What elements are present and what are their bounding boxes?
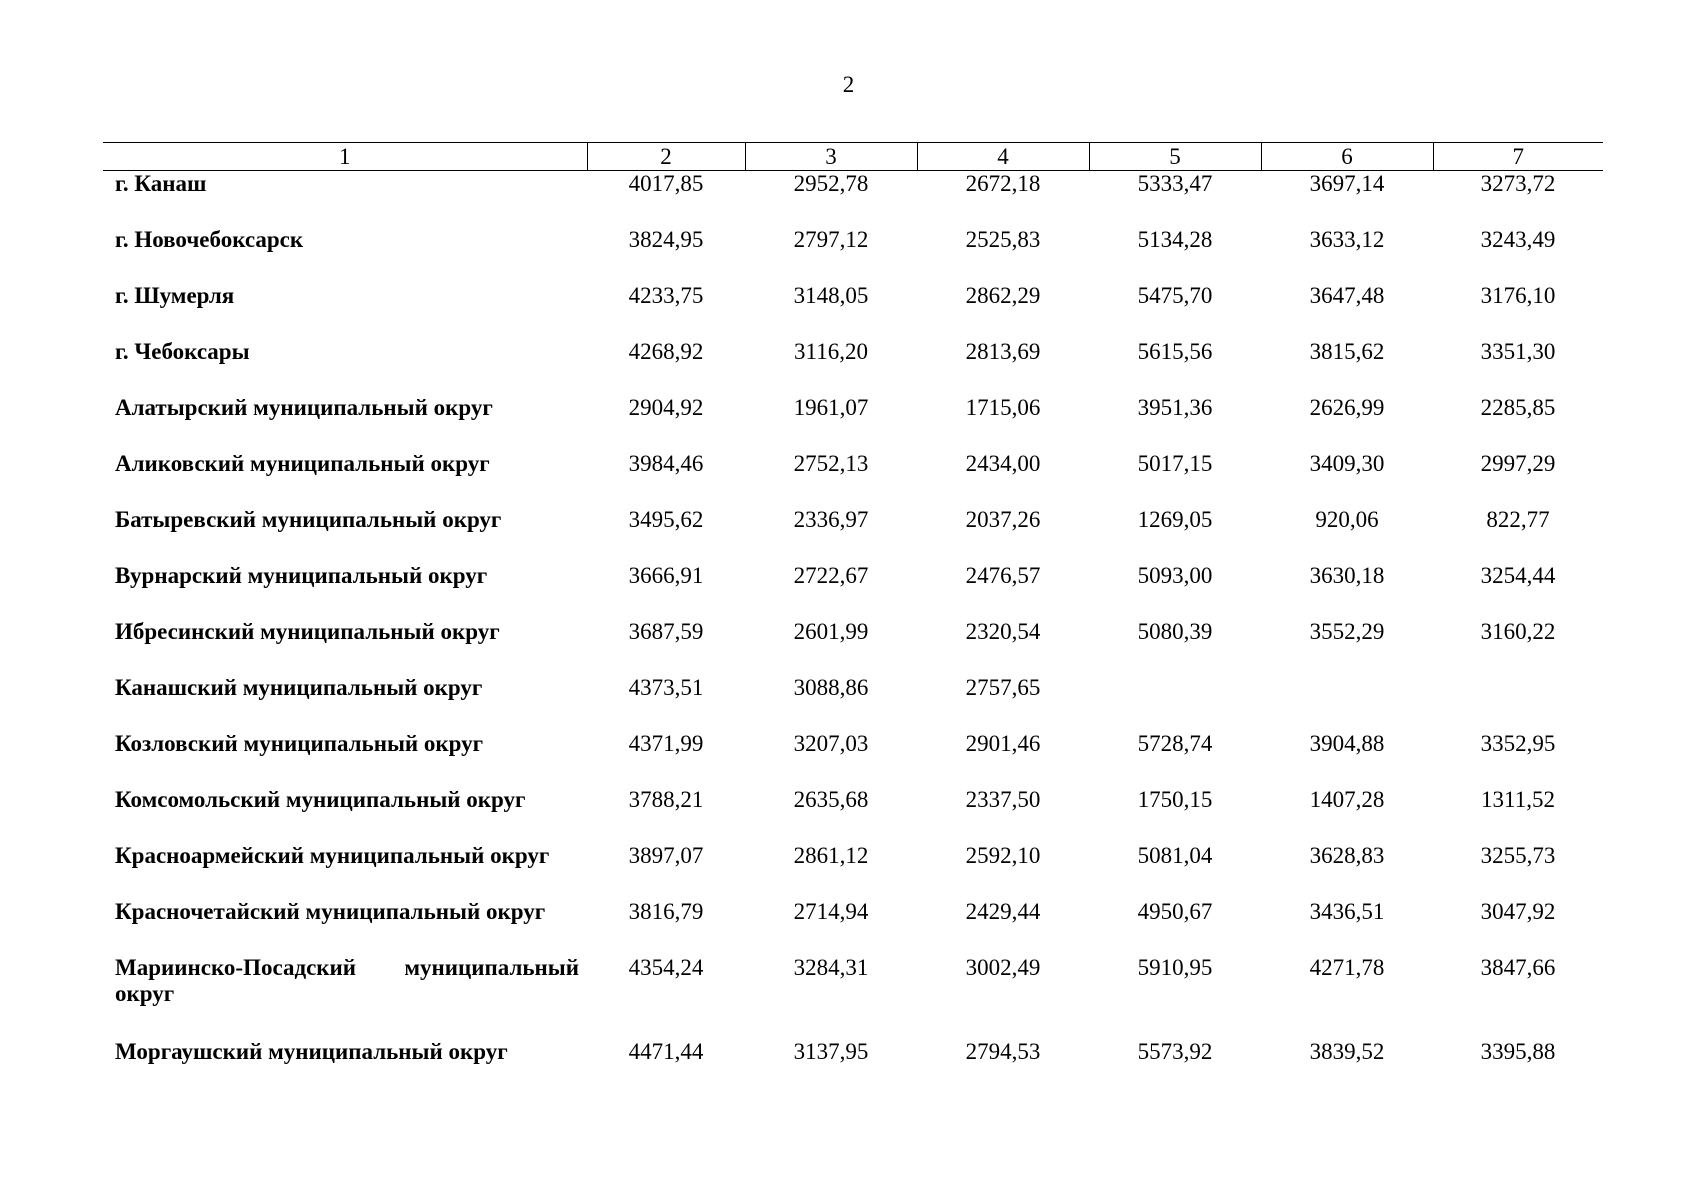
row-value: 2320,54: [965, 619, 1041, 644]
row-value: 3002,49: [965, 955, 1041, 980]
row-value: 2476,57: [965, 563, 1041, 588]
row-value: [1433, 675, 1603, 731]
row-value: 3047,92: [1480, 899, 1556, 924]
row-name: Козловский муниципальный округ: [115, 731, 484, 756]
table-body: [103, 171, 1603, 1096]
row-name: Красноармейский муниципальный округ: [115, 843, 550, 868]
row-value: 2434,00: [965, 451, 1041, 476]
row-value: 2757,65: [965, 675, 1041, 700]
row-value: 4268,92: [628, 339, 704, 364]
table-row: [103, 395, 1603, 451]
row-value: 3633,12: [1309, 227, 1385, 252]
row-name: г. Канаш: [115, 171, 207, 196]
row-value: 3495,62: [628, 507, 704, 532]
row-value: 5080,39: [1137, 619, 1213, 644]
row-value: 1269,05: [1137, 507, 1213, 532]
table-row: [103, 283, 1603, 339]
row-value: 4233,75: [628, 283, 704, 308]
row-value: 3847,66: [1480, 955, 1556, 980]
row-name: г. Шумерля: [115, 283, 235, 308]
row-value: 3284,31: [793, 955, 869, 980]
row-name: г. Новочебоксарск: [115, 227, 304, 252]
row-value: 1715,06: [965, 395, 1041, 420]
row-value: 2794,53: [965, 1039, 1041, 1064]
row-value: 5017,15: [1137, 451, 1213, 476]
row-value: 5615,56: [1137, 339, 1213, 364]
row-value: 3788,21: [628, 787, 704, 812]
row-value: 3951,36: [1137, 395, 1213, 420]
row-value: 5333,47: [1137, 171, 1213, 196]
row-value: 5910,95: [1137, 955, 1213, 980]
row-value: 4373,51: [628, 675, 704, 700]
row-value: 3409,30: [1309, 451, 1385, 476]
row-value: 3176,10: [1480, 283, 1556, 308]
table-row: [103, 675, 1603, 731]
row-name: Канашский муниципальный округ: [115, 675, 483, 700]
table-row: [103, 339, 1603, 395]
row-value: 822,77: [1486, 507, 1550, 532]
row-value: 5134,28: [1137, 227, 1213, 252]
row-value: 2861,12: [793, 843, 869, 868]
row-value: 2672,18: [965, 171, 1041, 196]
row-value: [1261, 675, 1433, 731]
table-row: [103, 899, 1603, 955]
table-row: [103, 619, 1603, 675]
row-value: 2901,46: [965, 731, 1041, 756]
row-value: 2337,50: [965, 787, 1041, 812]
row-name: Моргаушский муниципальный округ: [115, 1039, 508, 1064]
row-value: 3815,62: [1309, 339, 1385, 364]
row-value: 3273,72: [1480, 171, 1556, 196]
row-value: 4017,85: [628, 171, 704, 196]
header-cell: 3: [745, 143, 917, 171]
row-name: Вурнарский муниципальный округ: [115, 563, 488, 588]
row-value: 5081,04: [1137, 843, 1213, 868]
row-value: 5573,92: [1137, 1039, 1213, 1064]
row-value: 5728,74: [1137, 731, 1213, 756]
row-name: Аликовский муниципальный округ: [115, 451, 490, 476]
row-value: 5093,00: [1137, 563, 1213, 588]
row-value: 4950,67: [1137, 899, 1213, 924]
row-value: 3148,05: [793, 283, 869, 308]
table-row: [103, 843, 1603, 899]
row-value: 3395,88: [1480, 1039, 1556, 1064]
header-cell: 2: [587, 143, 745, 171]
row-value: 3630,18: [1309, 563, 1385, 588]
row-value: 5475,70: [1137, 283, 1213, 308]
row-value: 3351,30: [1480, 339, 1556, 364]
row-value: 3254,44: [1480, 563, 1556, 588]
row-value: [1089, 675, 1261, 731]
row-value: 2904,92: [628, 395, 704, 420]
row-value: 2862,29: [965, 283, 1041, 308]
row-value: 3984,46: [628, 451, 704, 476]
table-header: [103, 143, 1603, 171]
row-value: 3824,95: [628, 227, 704, 252]
row-name: Ибресинский муниципальный округ: [115, 619, 500, 644]
table-row: [103, 731, 1603, 787]
row-value: 2952,78: [793, 171, 869, 196]
row-value: 4371,99: [628, 731, 704, 756]
row-value: 2722,67: [793, 563, 869, 588]
row-value: 2752,13: [793, 451, 869, 476]
row-value: 3904,88: [1309, 731, 1385, 756]
row-value: 4354,24: [628, 955, 704, 980]
row-value: 3839,52: [1309, 1039, 1385, 1064]
row-value: 1961,07: [793, 395, 869, 420]
row-value: 3352,95: [1480, 731, 1556, 756]
row-value: 3207,03: [793, 731, 869, 756]
data-table: [103, 142, 1603, 1095]
table-row: [103, 563, 1603, 619]
row-value: 3628,83: [1309, 843, 1385, 868]
row-value: 2336,97: [793, 507, 869, 532]
header-cell: 6: [1261, 143, 1433, 171]
table-row: [103, 955, 1603, 1039]
header-cell: 4: [917, 143, 1089, 171]
table-row: [103, 507, 1603, 563]
row-value: 2635,68: [793, 787, 869, 812]
row-value: 2626,99: [1309, 395, 1385, 420]
row-value: 3552,29: [1309, 619, 1385, 644]
row-name: Батыревский муниципальный округ: [115, 507, 502, 532]
row-value: 3687,59: [628, 619, 704, 644]
row-value: 3697,14: [1309, 171, 1385, 196]
row-value: 2813,69: [965, 339, 1041, 364]
row-value: 3816,79: [628, 899, 704, 924]
row-value: 2592,10: [965, 843, 1041, 868]
table-row: [103, 171, 1603, 228]
row-value: 4271,78: [1309, 955, 1385, 980]
header-row: [103, 143, 1603, 171]
header-cell: 7: [1433, 143, 1603, 171]
row-name: Красночетайский муниципальный округ: [115, 899, 546, 924]
row-value: 2714,94: [793, 899, 869, 924]
row-name: Мариинско-Посадский муниципальный округ: [115, 955, 579, 1006]
row-value: 2601,99: [793, 619, 869, 644]
header-cell: 1: [103, 143, 587, 171]
table-row: [103, 451, 1603, 507]
row-value: 920,06: [1315, 507, 1379, 532]
row-name: г. Чебоксары: [115, 339, 250, 364]
row-value: 2285,85: [1480, 395, 1556, 420]
row-value: 2525,83: [965, 227, 1041, 252]
header-cell: 5: [1089, 143, 1261, 171]
row-value: 2037,26: [965, 507, 1041, 532]
row-value: 2997,29: [1480, 451, 1556, 476]
row-value: 3647,48: [1309, 283, 1385, 308]
page-number: 2: [842, 72, 855, 97]
row-value: 1750,15: [1137, 787, 1213, 812]
row-value: 3137,95: [793, 1039, 869, 1064]
row-value: 4471,44: [628, 1039, 704, 1064]
row-value: 3255,73: [1480, 843, 1556, 868]
table-row: [103, 787, 1603, 843]
table-row: [103, 227, 1603, 283]
row-value: 2429,44: [965, 899, 1041, 924]
row-value: 3436,51: [1309, 899, 1385, 924]
row-value: 1311,52: [1481, 787, 1555, 812]
row-value: 3088,86: [793, 675, 869, 700]
row-value: 3116,20: [794, 339, 868, 364]
row-value: 3243,49: [1480, 227, 1556, 252]
table-row: [103, 1039, 1603, 1095]
row-value: 3666,91: [628, 563, 704, 588]
row-value: 2797,12: [793, 227, 869, 252]
row-name: Комсомольский муниципальный округ: [115, 787, 526, 812]
row-value: 3897,07: [628, 843, 704, 868]
row-value: 1407,28: [1309, 787, 1385, 812]
row-name: Алатырский муниципальный округ: [115, 395, 493, 420]
row-value: 3160,22: [1480, 619, 1556, 644]
